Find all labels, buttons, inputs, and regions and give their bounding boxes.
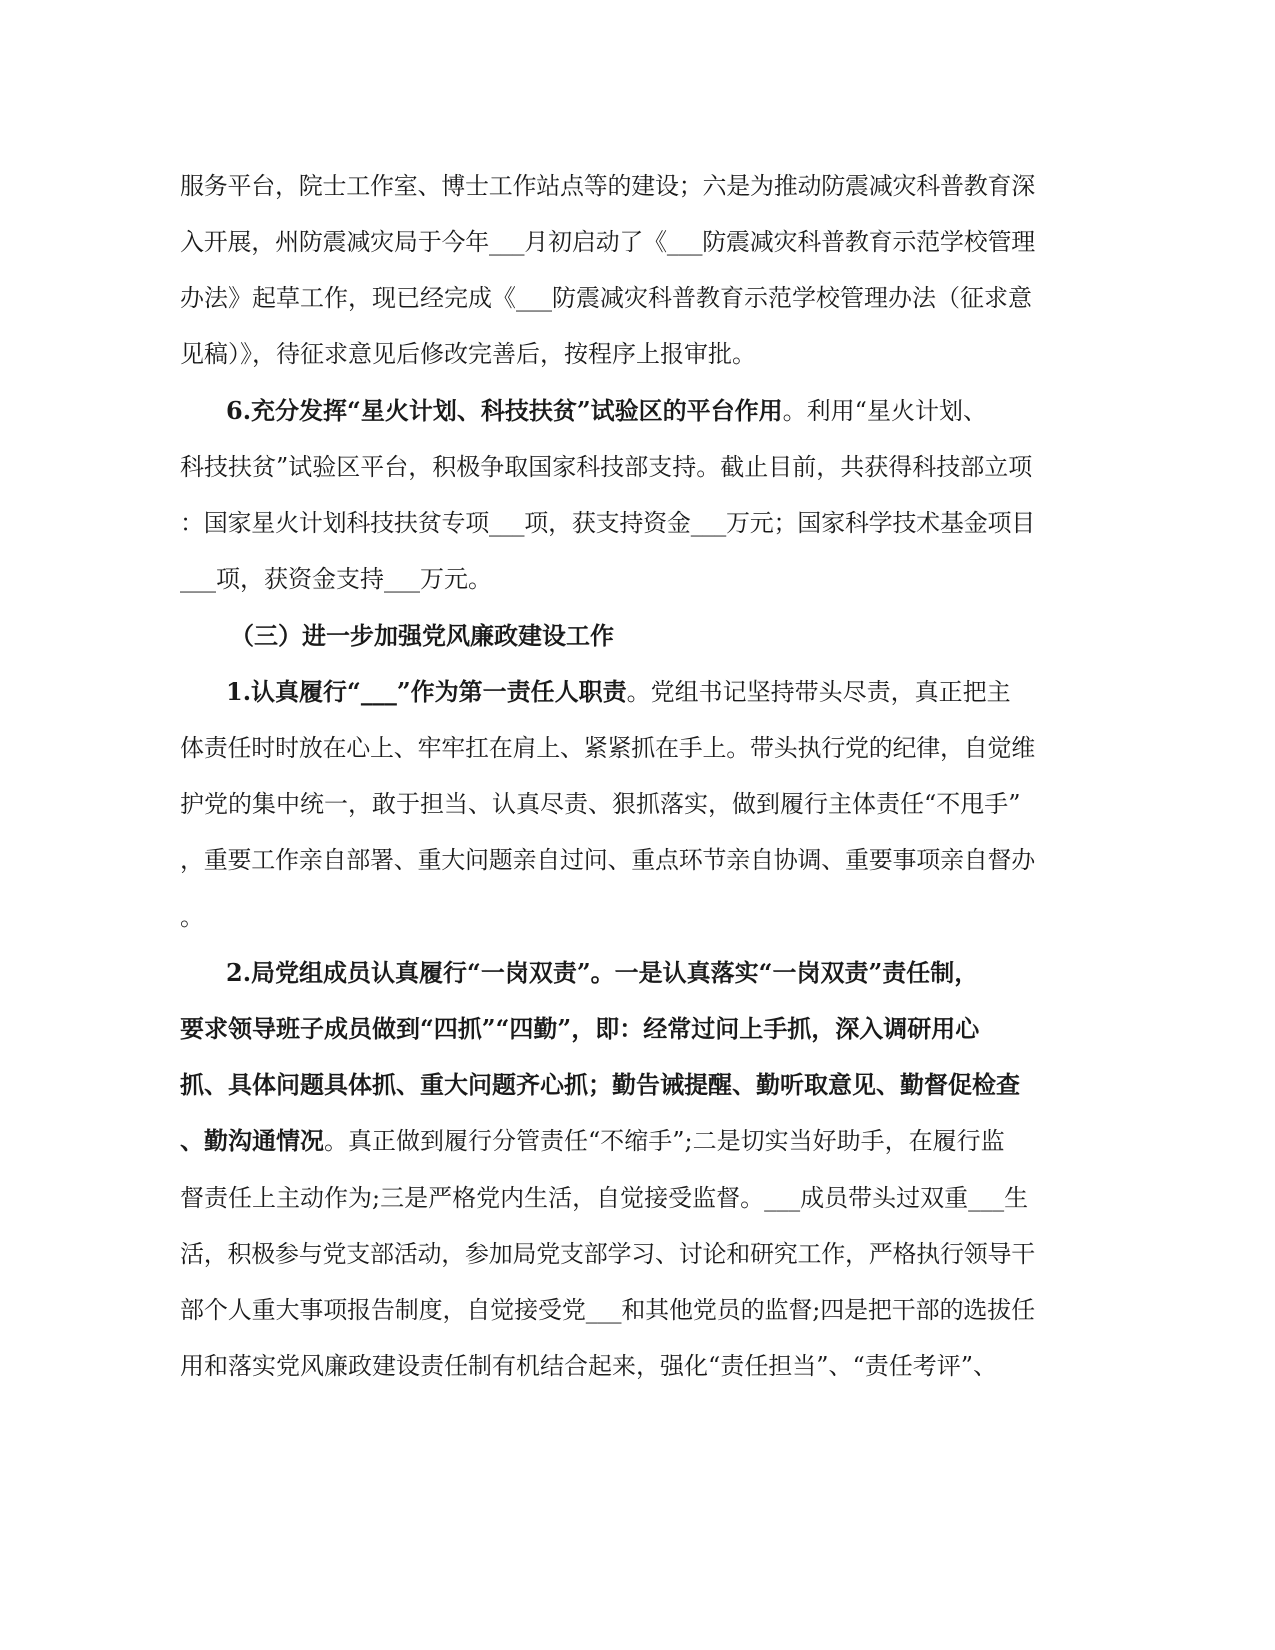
text-line <box>0 503 1275 543</box>
text-segment: 体责任时时放在心上、牢牢扛在肩上、紧紧抓在手上。带头执行党的纪律，自觉维 <box>180 734 1035 762</box>
bold-text-segment: 、勤沟通情况 <box>180 1126 324 1155</box>
text-line <box>0 222 1275 262</box>
bold-text-segment: 要求领导班子成员做到“四抓”“四勤”，即：经常过问上手抓，深入调研用心 <box>180 1014 980 1043</box>
text-line <box>0 559 1275 599</box>
text-line <box>0 1121 1275 1161</box>
text-line <box>0 1065 1275 1105</box>
text-segment: 部个人重大事项报告制度，自觉接受党___和其他党员的监督;四是把干部的选拔任 <box>180 1296 1035 1324</box>
text-segment: 督责任上主动作为;三是严格党内生活，自觉接受监督。___成员带头过双重___生 <box>180 1184 1029 1212</box>
text-line <box>0 728 1275 768</box>
text-segment: 用和落实党风廉政建设责任制有机结合起来，强化“责任担当”、“责任考评”、 <box>180 1352 998 1380</box>
text-line <box>0 1290 1275 1330</box>
text-segment: 见稿）》，待征求意见后修改完善后，按程序上报审批。 <box>180 340 756 368</box>
text-line <box>0 1178 1275 1218</box>
text-line <box>0 1346 1275 1386</box>
bold-text-segment: 2.局党组成员认真履行“一岗双责”。一是认真落实“一岗双责”责任制， <box>226 958 979 987</box>
text-line <box>0 1234 1275 1274</box>
text-segment: ：国家星火计划科技扶贫专项___项，获支持资金___万元；国家科学技术基金项目 <box>180 509 1035 537</box>
text-segment: 。真正做到履行分管责任“不缩手”;二是切实当好助手，在履行监 <box>324 1127 1005 1155</box>
text-segment: ，重要工作亲自部署、重大问题亲自过问、重点环节亲自协调、重要事项亲自督办 <box>180 846 1035 874</box>
text-line <box>0 278 1275 318</box>
text-line <box>0 840 1275 880</box>
bold-text-segment: （三）进一步加强党风廉政建设工作 <box>230 621 614 650</box>
text-line <box>0 447 1275 487</box>
text-segment: 。党组书记坚持带头尽责，真正把主 <box>626 678 1011 706</box>
text-line <box>0 672 1275 712</box>
text-segment: 办法》起草工作，现已经完成《___防震减灾科普教育示范学校管理办法（征求意 <box>180 284 1032 312</box>
text-line <box>0 334 1275 374</box>
bold-text-segment: 6.充分发挥“星火计划、科技扶贫”试验区的平台作用 <box>226 396 783 425</box>
text-line <box>0 897 1275 937</box>
text-line <box>0 953 1275 993</box>
text-segment: 护党的集中统一，敢于担当、认真尽责、狠抓落实，做到履行主体责任“不甩手” <box>180 790 1021 818</box>
text-line <box>0 784 1275 824</box>
text-line <box>0 391 1275 431</box>
text-segment: ___项，获资金支持___万元。 <box>180 565 492 593</box>
text-segment: 活，积极参与党支部活动，参加局党支部学习、讨论和研究工作，严格执行领导干 <box>180 1240 1035 1268</box>
text-segment: 入开展，州防震减灾局于今年___月初启动了《___防震减灾科普教育示范学校管理 <box>180 228 1035 256</box>
bold-text-segment: 抓、具体问题具体抓、重大问题齐心抓；勤告诫提醒、勤听取意见、勤督促检查 <box>180 1070 1020 1099</box>
text-segment: 科技扶贫”试验区平台，积极争取国家科技部支持。截止目前，共获得科技部立项 <box>180 453 1033 481</box>
text-line <box>0 1009 1275 1049</box>
text-segment: 服务平台，院士工作室、博士工作站点等的建设；六是为推动防震减灾科普教育深 <box>180 172 1035 200</box>
text-segment: 。利用“星火计划、 <box>782 397 987 425</box>
text-line <box>0 166 1275 206</box>
text-segment: 。 <box>180 903 204 931</box>
text-line <box>0 616 1275 656</box>
bold-text-segment: 1.认真履行“___”作为第一责任人职责 <box>226 677 627 706</box>
